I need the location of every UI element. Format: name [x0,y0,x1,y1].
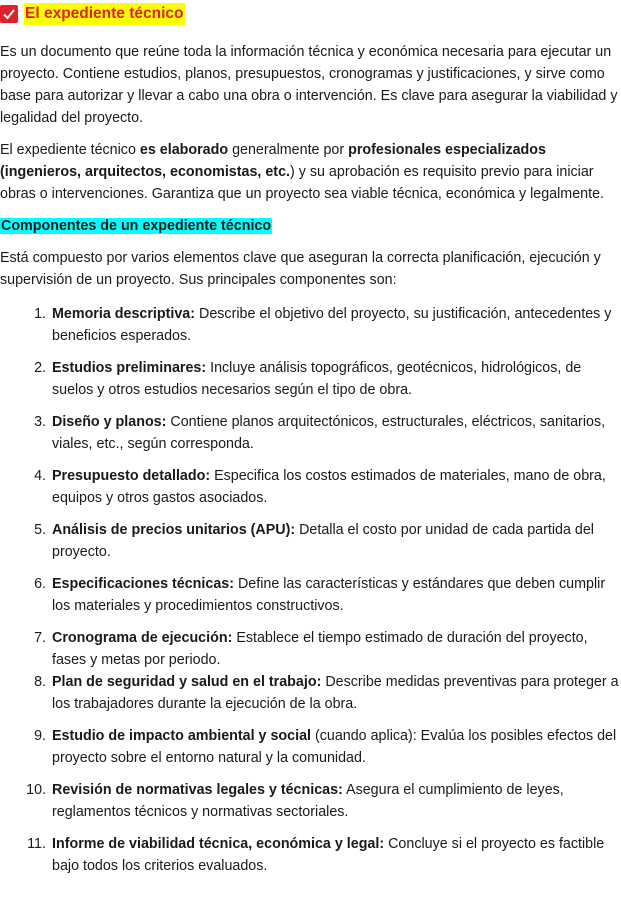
list-item-number: 3. [34,414,46,430]
list-item-title: Revisión de normativas legales y técnicas: [52,782,343,798]
p2-text-3: ) y su aprobación es requisito previo para iniciar obras o intervenciones. Garantiza que un proyecto sea viable técnica, económica y legalmente. [0,164,604,202]
list-item-body [52,465,621,509]
list-item-body [52,833,621,877]
list-item-title: Estudio de impacto ambiental y social [52,728,311,744]
list-item [0,303,621,347]
list-item-number: 6. [34,576,46,592]
elaboration-paragraph [0,139,621,205]
list-item-number: 8. [34,674,46,690]
list-item-number: 11. [27,836,46,852]
list-item-number: 1. [34,306,46,322]
list-item-body [52,519,621,563]
list-item-text: Asegura el cumplimiento de leyes, reglamentos técnicos y normativas sectoriales. [52,782,564,820]
list-item-title: Diseño y planos: [52,414,167,430]
list-item [0,833,621,877]
list-item-number: 5. [34,522,46,538]
list-item-body [52,671,621,715]
p2-bold-2: profesionales especializados (ingenieros, arquitectos, economistas, etc. [0,142,546,180]
components-intro-paragraph: Está compuesto por varios elementos clave que aseguran la correcta planificación, ejecución y supervisión de un proyecto. Sus principales componentes son: [0,250,601,288]
p2-text-2: generalmente por [228,142,349,158]
list-item [0,627,621,671]
list-item-body [52,725,621,769]
list-item-number: 9. [34,728,46,744]
list-item-text: (cuando aplica): Evalúa los posibles efectos del proyecto sobre el entorno natural y la comunidad. [52,728,617,766]
list-item-title: Presupuesto detallado: [52,468,211,484]
section-heading [0,215,621,237]
list-item-body [52,779,621,823]
list-item-body [52,411,621,455]
list-item-title: Informe de viabilidad técnica, económica y legal: [52,836,385,852]
section-heading-text: Componentes de un expediente técnico [1,218,272,234]
list-item-number: 4. [34,468,46,484]
list-item [0,779,621,823]
list-item-text: Concluye si el proyecto es factible bajo todos los criterios evaluados. [52,836,605,874]
list-item-text: Describe medidas preventivas para proteger a los trabajadores durante la ejecución de la obra. [52,674,619,712]
title-text: El expediente técnico [24,3,185,25]
list-item-text: Establece el tiempo estimado de duración del proyecto, fases y metas por periodo. [52,630,588,668]
list-item-body [52,357,621,401]
list-item-title: Especificaciones técnicas: [52,576,234,592]
p2-bold-1: es elaborado [139,142,229,158]
list-item [0,573,621,617]
intro-paragraph: Es un documento que reúne toda la información técnica y económica necesaria para ejecutar un proyecto. Contiene estudios, planos, presupuestos, cronogramas y justificaciones, y sirve como base para autorizar y llevar a cabo una obra o intervención. Es clave para asegurar la viabilidad y legalidad del proyecto. [0,44,618,126]
list-item-title: Plan de seguridad y salud en el trabajo: [52,674,322,690]
list-item-body [52,573,621,617]
list-item-text: Define las características y estándares que deben cumplir los materiales y procedimientos constructivos. [52,576,606,614]
p2-text-1: El expediente técnico [0,142,140,158]
checkmark-icon [0,5,18,23]
list-item-body [52,303,621,347]
list-item-number: 2. [34,360,46,376]
list-item-text: Contiene planos arquitectónicos, estructurales, eléctricos, sanitarios, viales, etc., según corresponda. [52,414,606,452]
list-item [0,519,621,563]
list-item-title: Estudios preliminares: [52,360,207,376]
list-item [0,465,621,509]
list-item-body [52,627,621,671]
list-item-text: Describe el objetivo del proyecto, su justificación, antecedentes y beneficios esperados. [52,306,612,344]
list-item [0,411,621,455]
list-item-number: 7. [34,630,46,646]
list-item-text: Detalla el costo por unidad de cada partida del proyecto. [52,522,594,560]
list-item [0,725,621,769]
list-item-text: Incluye análisis topográficos, geotécnicos, hidrológicos, de suelos y otros estudios necesarios según el tipo de obra. [52,360,582,398]
list-item [0,357,621,401]
list-item-number: 10. [26,782,46,798]
document-title [0,2,621,26]
list-item-title: Cronograma de ejecución: [52,630,233,646]
list-item-title: Análisis de precios unitarios (APU): [52,522,296,538]
components-list [0,303,621,877]
list-item [0,671,621,715]
list-item-title: Memoria descriptiva: [52,306,196,322]
list-item-text: Especifica los costos estimados de materiales, mano de obra, equipos y otros gastos asociados. [52,468,606,506]
